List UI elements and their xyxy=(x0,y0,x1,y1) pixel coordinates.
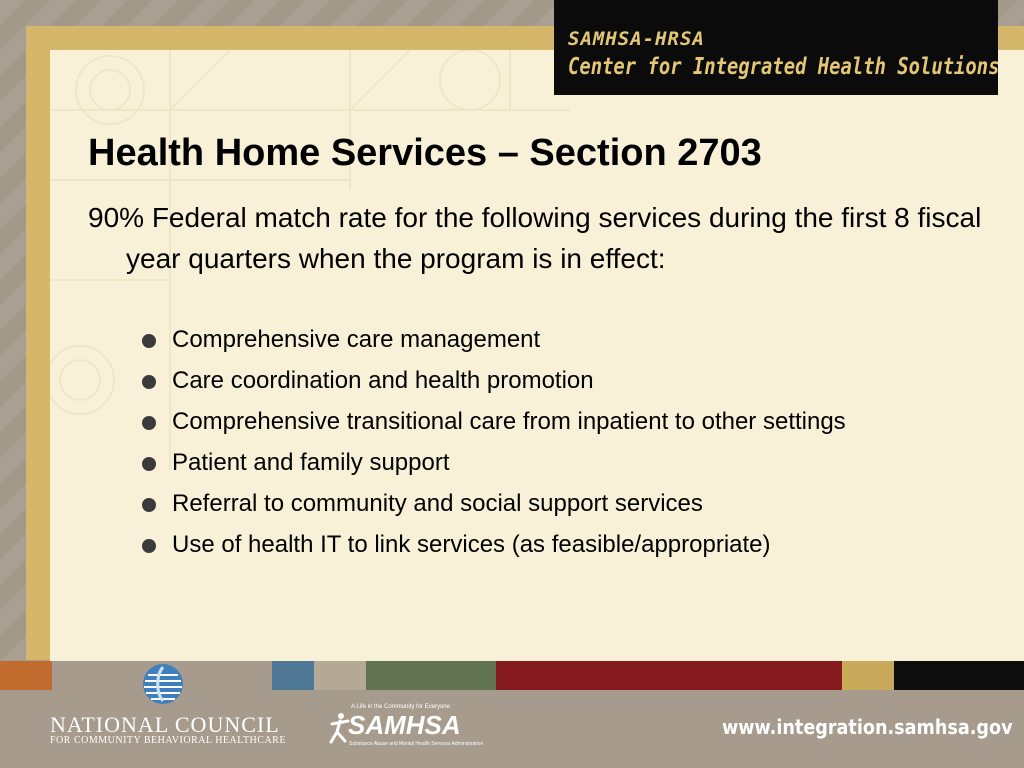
list-item-text: Care coordination and health promotion xyxy=(172,367,594,394)
bullet-icon xyxy=(142,539,156,553)
list-item-text: Patient and family support xyxy=(172,449,450,476)
national-council-name: NATIONAL COUNCIL xyxy=(50,712,280,737)
list-item xyxy=(142,528,902,562)
list-item-text: Referral to community and social support services xyxy=(172,490,703,517)
bullet-icon xyxy=(142,457,156,471)
list-item xyxy=(142,446,902,480)
services-list xyxy=(142,323,902,569)
left-border-strip xyxy=(0,0,26,660)
samhsa-wordmark: SAMHSA xyxy=(348,710,461,740)
header-line-1: SAMHSA-HRSA xyxy=(568,28,705,50)
national-council-globe-icon xyxy=(142,663,184,705)
stripe-orange xyxy=(0,661,52,690)
list-item-text: Use of health IT to link services (as feasible/appropriate) xyxy=(172,531,771,558)
list-item xyxy=(142,323,902,357)
national-council-subtitle: FOR COMMUNITY BEHAVIORAL HEALTHCARE xyxy=(50,735,286,746)
bullet-icon xyxy=(142,334,156,348)
list-item xyxy=(142,487,902,521)
stripe-blue xyxy=(272,661,314,690)
samhsa-figure-icon xyxy=(328,712,350,744)
header-line-2: Center for Integrated Health Solutions xyxy=(568,54,1000,80)
stripe-red xyxy=(496,661,842,690)
stripe-khaki xyxy=(314,661,366,690)
slide-title: Health Home Services – Section 2703 xyxy=(88,132,762,174)
samhsa-subtitle: Substance Abuse and Mental Health Services Administration xyxy=(349,741,484,747)
intro-paragraph: 90% Federal match rate for the following services during the first 8 fiscal year quarters when the program is in effect: xyxy=(88,202,982,274)
bullet-icon xyxy=(142,375,156,389)
bullet-icon xyxy=(142,498,156,512)
bullet-icon xyxy=(142,416,156,430)
stripe-black xyxy=(894,661,1024,690)
stripe-gold xyxy=(842,661,894,690)
list-item-text: Comprehensive transitional care from inpatient to other settings xyxy=(172,408,846,435)
website-url: www.integration.samhsa.gov xyxy=(722,715,1013,739)
stripe-green xyxy=(366,661,496,690)
program-header-block xyxy=(554,0,998,95)
samhsa-tagline: A Life in the Community for Everyone xyxy=(351,704,451,710)
list-item xyxy=(142,364,902,398)
list-item-text: Comprehensive care management xyxy=(172,326,541,353)
list-item xyxy=(142,405,902,439)
